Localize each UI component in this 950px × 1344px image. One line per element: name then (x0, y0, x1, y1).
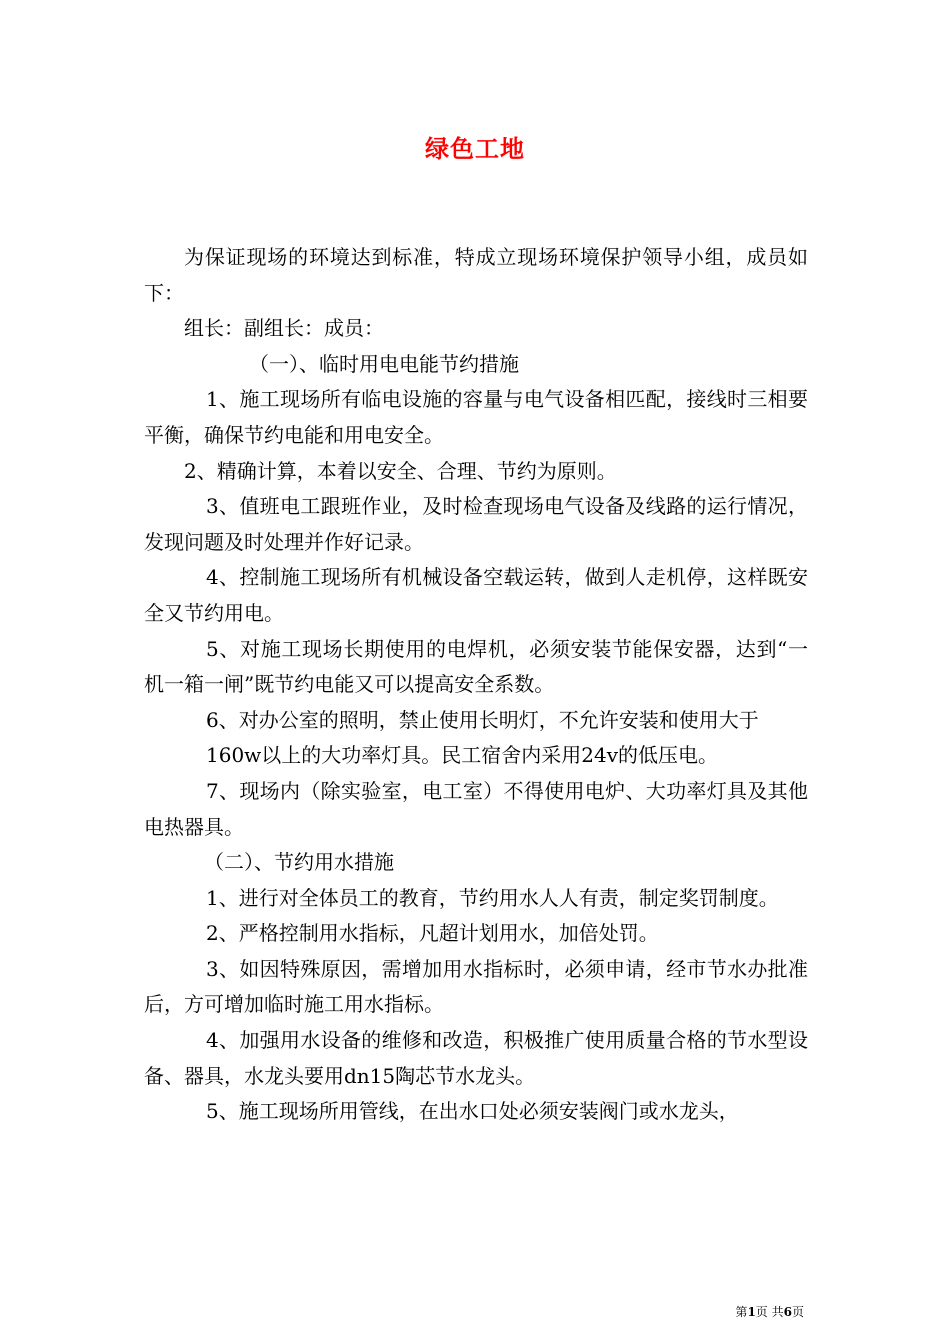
paragraph-item: 5、施工现场所用管线，在出水口处必须安装阀门或水龙头， (206, 1099, 739, 1124)
paragraph-item: 3、值班电工跟班作业，及时检查现场电气设备及线路的运行情况，发现问题及时处理并作好记录。 (144, 494, 808, 554)
page-footer (735, 1304, 804, 1320)
footer-total-pages: 6 (783, 1305, 792, 1319)
footer-suffix: 页 (791, 1305, 804, 1319)
paragraph-item: 2、严格控制用水指标，凡超计划用水，加倍处罚。 (206, 921, 659, 946)
footer-page-number: 1 (747, 1305, 756, 1319)
section-heading-electricity: （一）、临时用电电能节约措施 (249, 351, 519, 376)
paragraph-item: 4、控制施工现场所有机械设备空载运转，做到人走机停，这样既安全又节约用电。 (144, 565, 808, 625)
paragraph-item: 7、现场内（除实验室，电工室）不得使用电炉、大功率灯具及其他电热器具。 (144, 778, 808, 839)
paragraph-item: 1、施工现场所有临电设施的容量与电气设备相匹配，接线时三相要平衡，确保节约电能和用电安全。 (144, 387, 808, 447)
paragraph-item: 2、精确计算，本着以安全、合理、节约为原则。 (184, 458, 617, 483)
paragraph-item: 5、对施工现场长期使用的电焊机，必须安装节能保安器，达到“一机一箱一闸”既节约电能又可以提高安全系数。 (144, 636, 808, 697)
paragraph-item: 3、如因特殊原因，需增加用水指标时，必须申请，经市节水办批准后，方可增加临时施工用水指标。 (144, 956, 808, 1017)
document-title: 绿色工地 (425, 134, 525, 163)
paragraph-item: 160w以上的大功率灯具。民工宿舍内采用24v的低压电。 (206, 743, 719, 768)
footer-middle: 页 共 (755, 1305, 784, 1319)
section-heading-water: （二）、节约用水措施 (204, 850, 394, 875)
paragraph-item: 1、进行对全体员工的教育，节约用水人人有责，制定奖罚制度。 (206, 885, 779, 910)
document-body (144, 240, 808, 1130)
paragraph-members: 组长：副组长：成员： (184, 316, 384, 341)
paragraph-intro: 为保证现场的环境达到标准，特成立现场环境保护领导小组，成员如下： (144, 245, 808, 305)
paragraph-item: 6、对办公室的照明，禁止使用长明灯，不允许安装和使用大于 (206, 707, 759, 732)
footer-prefix: 第 (735, 1305, 748, 1319)
paragraph-item: 4、加强用水设备的维修和改造，积极推广使用质量合格的节水型设备、器具，水龙头要用dn15陶芯节水龙头。 (144, 1028, 808, 1088)
